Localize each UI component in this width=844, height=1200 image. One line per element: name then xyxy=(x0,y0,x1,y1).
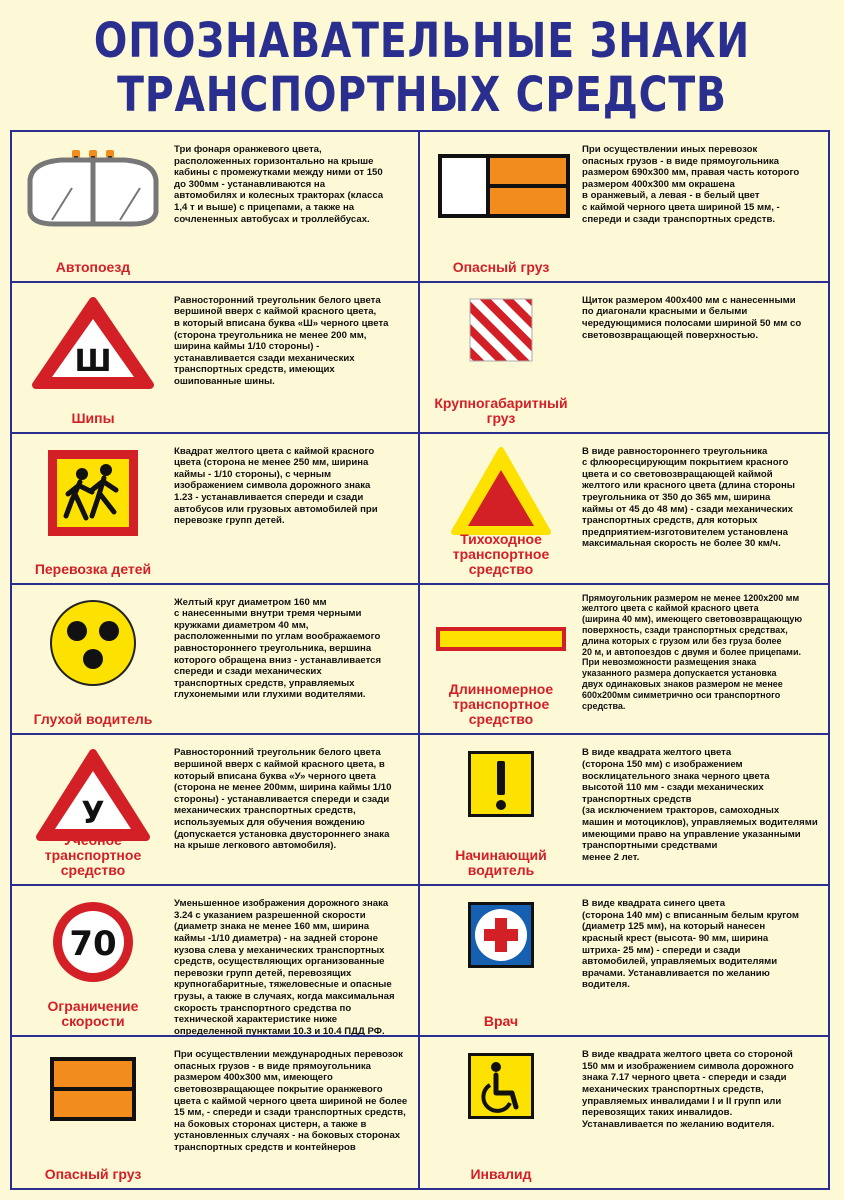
sign-cell-learner xyxy=(12,735,420,886)
sign-caption: Длинномерное транспортное средство xyxy=(448,681,554,728)
sign-description: В виде квадрата желтого цвета со стороной 150 мм и изображением символа дорожного знака 7.17 черного цвета - спереди и сзади механических транспортных средств, управляемых инвалидами I и II групп или перевозящих таких инвалидов. Устанавливается по желанию водителя. xyxy=(582,1049,794,1130)
speed-limit-icon xyxy=(22,898,164,994)
sign-caption: Инвалид xyxy=(470,1166,532,1182)
sign-cell-oversized-cargo xyxy=(420,283,828,434)
novice-driver-exclamation-icon xyxy=(430,747,572,843)
sign-caption: Крупногабаритный груз xyxy=(434,394,568,426)
sign-description: Квадрат желтого цвета с каймой красного цвета (сторона не менее 250 мм, ширина каймы - 1/10 стороны), с черным изображением символа дорожного знака 1.23 - устанавливается спереди и сзади автобусов или грузовых автомобилей при перевозке групп детей. xyxy=(174,445,378,527)
sign-description: В виде квадрата желтого цвета (сторона 150 мм) с изображением восклицательного знака черного цвета высотой 110 мм - сзади механических транспортных средств (за исключением тракторов, самоходных машин и мотоциклов), управляемых водителями имеющими право на управление указанными транспортными средствами менее 2 лет. xyxy=(582,747,818,863)
sign-cell-children xyxy=(12,434,420,585)
road-train-icon xyxy=(22,144,164,240)
dangerous-cargo-orange-icon xyxy=(22,1049,164,1145)
signs-table xyxy=(10,130,830,1190)
slow-vehicle-triangle-icon xyxy=(430,446,572,542)
sign-cell-road-train xyxy=(12,132,420,283)
spikes-triangle-icon xyxy=(22,295,164,391)
sign-cell-speed-limit xyxy=(12,886,420,1037)
sign-cell-dangerous-cargo-orange xyxy=(12,1037,420,1188)
sign-caption: Шипы xyxy=(71,409,115,426)
title-line-2: ТРАНСПОРТНЫХ СРЕДСТВ xyxy=(117,67,727,123)
sign-description: Равносторонний треугольник белого цвета вершиной вверх с каймой красного цвета, в который вписана буква «Ш» черного цвета (сторона треугольника не менее 200 мм, ширина каймы 1/10 стороны) - устанавливается сзади механических транспортных средств, имеющих ошипованные шины. xyxy=(174,294,389,387)
sign-caption: Тихоходное транспортное средство xyxy=(452,530,550,577)
sign-description: В виде квадрата синего цвета (сторона 140 мм) с вписанным белым кругом (диаметр 125 мм), на который нанесен красный крест (высота- 90 мм, ширина штриха- 25 мм) - спереди и сзади автомобилей, управляемых водителями врачами. Устанавливается по желанию водителя. xyxy=(582,898,800,991)
sign-letter: У xyxy=(81,796,105,832)
disabled-wheelchair-icon xyxy=(430,1049,572,1145)
sign-caption: Перевозка детей xyxy=(34,560,152,577)
sign-description: В виде равностороннего треугольника с флюоресцирующим покрытием красного цвета и со световозвращающей каймой желтого или красного цвета (длина стороны треугольника от 350 до 365 мм, ширина каймы от 45 до 48 мм) - сзади механических транспортных средств, для которых предприятием-изготовителем установлена максимальная скорость не более 30 км/ч. xyxy=(582,445,795,550)
sign-description: Три фонаря оранжевого цвета, расположенных горизонтально на крыше кабины с промежутками между ними от 150 до 300мм - устанавливаются на автомобилях и колесных тракторах (класса 1,4 т и выше) с прицепами, а также на сочлененных автобусах и троллейбусах. xyxy=(174,144,384,225)
sign-caption: Учебное транспортное средство xyxy=(44,832,142,879)
sign-caption: Автопоезд xyxy=(55,258,131,275)
sign-cell-slow-vehicle xyxy=(420,434,828,585)
sign-description: Уменьшенное изображения дорожного знака 3.24 с указанием разрешенной скорости (диаметр знака не менее 160 мм, ширина каймы -1/10 диаметра) - на задней стороне кузова слева у механических транспортных средств, осуществляющих организованные перевозки групп детей, перевозящих крупногабаритные, тяжеловесные и опасные грузы, а также в случаях, когда максимальная скорость транспортного средства по технической характеристике ниже определенной пунктами 10.3 и 10.4 ПДД РФ. xyxy=(174,898,395,1037)
sign-description: Щиток размером 400х400 мм с нанесенными по диагонали красными и белыми чередующимися полосами шириной 50 мм со световозвращающей поверхностью. xyxy=(582,294,802,341)
sign-cell-dangerous-cargo-split xyxy=(420,132,828,283)
sign-cell-disabled xyxy=(420,1037,828,1188)
sign-cell-deaf-driver xyxy=(12,585,420,736)
sign-description: Прямоугольник размером не менее 1200х200 мм желтого цвета с каймой красного цвета (ширина 40 мм), имеющего световозвращающую поверхность, сзади транспортных средствах, длина которых с грузом или без груза более 20 м, и автопоездов с двумя и более прицепами. При невозможности размещения знака указанного размера допускается установка двух одинаковых знаков размером не менее 600х200мм симметрично оси транспортного средства. xyxy=(582,592,803,711)
sign-cell-spikes xyxy=(12,283,420,434)
sign-caption: Опасный груз xyxy=(44,1166,142,1182)
children-transport-icon xyxy=(22,446,164,542)
long-vehicle-plate-icon xyxy=(430,597,572,693)
sign-cell-long-vehicle xyxy=(420,585,828,736)
dangerous-cargo-split-icon xyxy=(430,144,572,240)
sign-cell-novice-driver xyxy=(420,735,828,886)
oversized-cargo-stripes-icon xyxy=(430,295,572,391)
sign-description: При осуществлении иных перевозок опасных грузов - в виде прямоугольника размером 690х300 мм, правая часть которого размером 400х300 мм окрашена в оранжевый, а левая - в белый цвет с каймой черного цвета шириной 15 мм, - спереди и сзади транспортных средств. xyxy=(582,144,800,225)
sign-caption: Глухой водитель xyxy=(33,711,153,728)
title-line-1: ОПОЗНАВАТЕЛЬНЫЕ ЗНАКИ xyxy=(93,13,751,69)
sign-cell-doctor xyxy=(420,886,828,1037)
sign-description: Желтый круг диаметром 160 мм с нанесенными внутри тремя черными кружками диаметром 40 мм, расположенными по углам воображаемого равностороннего треугольника, вершина которого обращена вниз - устанавливается спереди и сзади механических транспортных средств, управляемых глухонемыми или глухими водителями. xyxy=(174,596,382,701)
sign-caption: Врач xyxy=(483,1013,519,1030)
sign-caption: Опасный груз xyxy=(452,258,550,275)
doctor-cross-icon xyxy=(430,898,572,994)
sign-caption: Ограничение скорости xyxy=(47,998,139,1030)
deaf-driver-icon xyxy=(22,597,164,693)
learner-triangle-icon xyxy=(22,747,164,843)
sign-description: При осуществлении международных перевозок опасных грузов - в виде прямоугольника размером 400х300 мм, имеющего световозвращающее покрытие оранжевого цвета с каймой черного цвета шириной не более 15 мм, - спереди и сзади транспортных средств, на боковых сторонах цистерн, а также в установленных случаях - на боковых сторонах транспортных средств и контейнеров xyxy=(174,1049,408,1153)
sign-description: Равносторонний треугольник белого цвета вершиной вверх с каймой красного цвета, в который вписана буква «У» черного цвета (сторона не менее 200мм, ширина каймы 1/10 стороны) - устанавливается спереди и сзади механических транспортных средств, используемых для обучения вождению (допускается установка двустороннего знака на крыше легкового автомобиля). xyxy=(174,747,392,852)
speed-number: 70 xyxy=(69,924,117,965)
sign-letter: Ш xyxy=(74,343,112,379)
poster-title xyxy=(76,14,768,122)
sign-caption: Начинающий водитель xyxy=(455,847,547,879)
